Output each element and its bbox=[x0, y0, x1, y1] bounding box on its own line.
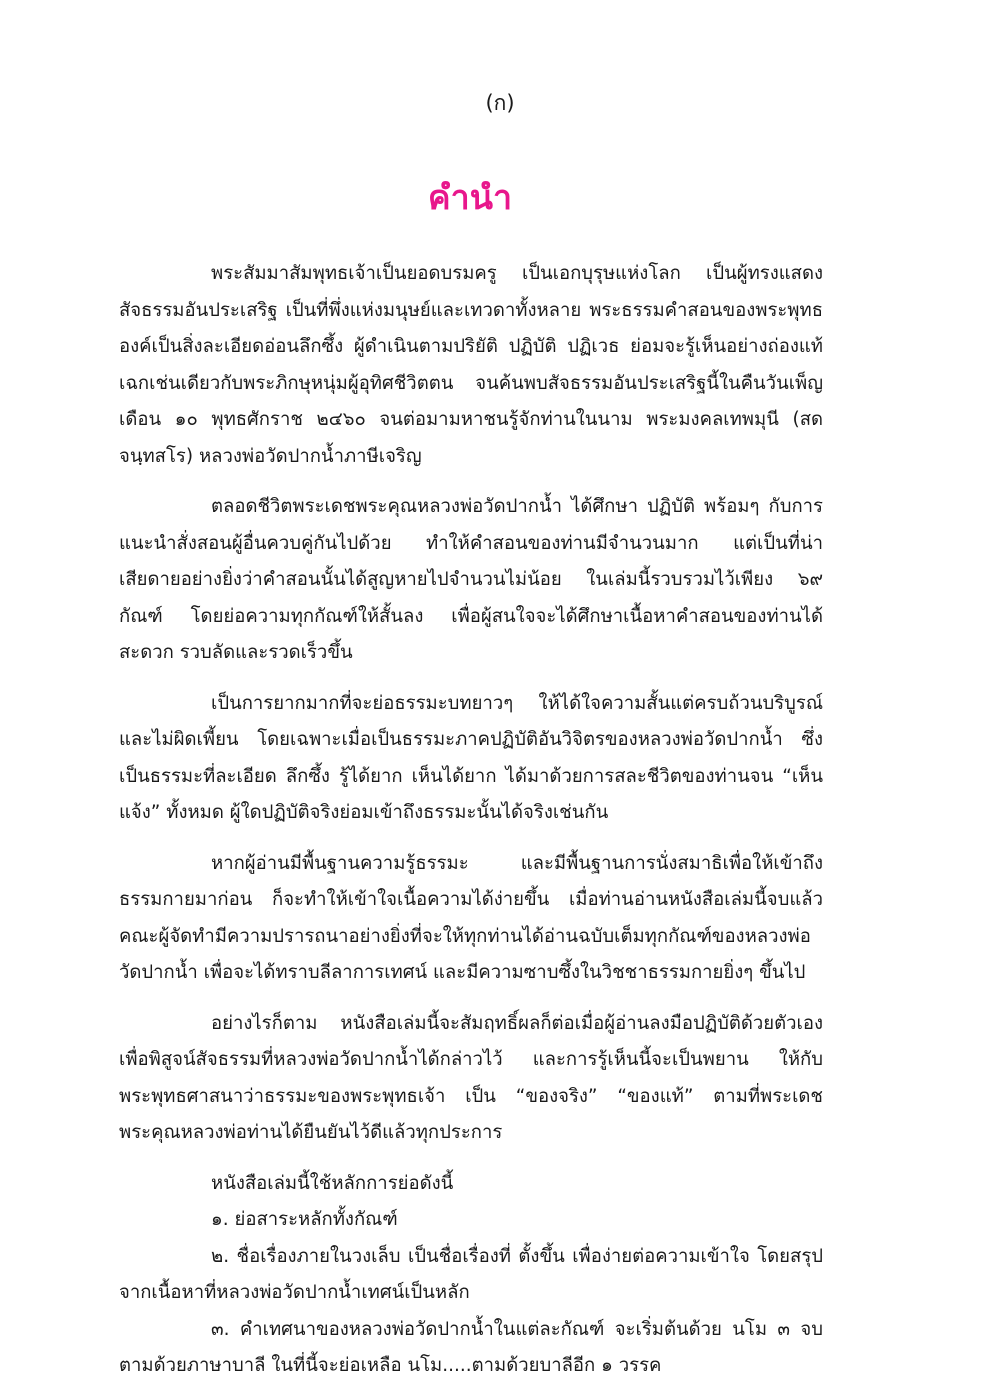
paragraph-1: พระสัมมาสัมพุทธเจ้าเป็นยอดบรมครู เป็นเอกบุรุษแห่งโลก เป็นผู้ทรงแสดงสัจธรรมอันประเสริฐ เป็นที่พึ่งแห่งมนุษย์และเทวดาทั้งหลาย พระธรรมคำสอนของพระพุทธองค์เป็นสิ่งละเอียดอ่อนลึกซึ้ง ผู้ดำเนินตามปริยัติ ปฏิบัติ ปฏิเวธ ย่อมจะรู้เห็นอย่างถ่องแท้ เฉกเช่นเดียวกับพระภิกษุหนุ่มผู้อุทิศชีวิตตน จนค้นพบสัจธรรมอันประเสริฐนี้ในคืนวันเพ็ญเดือน ๑๐ พุทธศักราช ๒๔๖๐ จนต่อมามหาชนรู้จักท่านในนาม พระมงคลเทพมุนี (สด จนฺทสโร) หลวงพ่อวัดปากน้ำภาษีเจริญ bbox=[119, 263, 823, 467]
paragraph-5: อย่างไรก็ตาม หนังสือเล่มนี้จะสัมฤทธิ์ผลก็ต่อเมื่อผู้อ่านลงมือปฏิบัติด้วยตัวเอง เพื่อพิสูจน์สัจธรรมที่หลวงพ่อวัดปากน้ำได้กล่าวไว้ และการรู้เห็นนี้จะเป็นพยาน ให้กับพระพุทธศาสนาว่าธรรมะของพระพุทธเจ้า เป็น “ของจริง” “ของแท้” ตามที่พระเดชพระคุณหลวงพ่อท่านได้ยืนยันไว้ดีแล้วทุกประการ bbox=[119, 1012, 823, 1143]
page-number: (ก) bbox=[485, 91, 515, 115]
paragraph-2: ตลอดชีวิตพระเดชพระคุณหลวงพ่อวัดปากน้ำ ได้ศึกษา ปฏิบัติ พร้อมๆ กับการแนะนำสั่งสอนผู้อื่นควบคู่กันไปด้วย ทำให้คำสอนของท่านมีจำนวนมาก แต่เป็นที่น่าเสียดายอย่างยิ่งว่าคำสอนนั้นได้สูญหายไปจำนวนไม่น้อย ในเล่มนี้รวบรวมไว้เพียง ๖๙ กัณฑ์ โดยย่อความทุกกัณฑ์ให้สั้นลง เพื่อผู้สนใจจะได้ศึกษาเนื้อหาคำสอนของท่านได้สะดวก รวบลัดและรวดเร็วขึ้น bbox=[119, 496, 823, 663]
paragraph-4: หากผู้อ่านมีพื้นฐานความรู้ธรรมะ และมีพื้นฐานการนั่งสมาธิเพื่อให้เข้าถึงธรรมกายมาก่อน ก็จะทำให้เข้าใจเนื้อความได้ง่ายขึ้น เมื่อท่านอ่านหนังสือเล่มนี้จบแล้ว คณะผู้จัดทำมีความปรารถนาอย่างยิ่งที่จะให้ทุกท่านได้อ่านฉบับเต็มทุกกัณฑ์ของหลวงพ่อวัดปากน้ำ เพื่อจะได้ทราบลีลาการเทศน์ และมีความซาบซึ้งในวิชชาธรรมกายยิ่งๆ ขึ้นไป bbox=[119, 852, 823, 983]
page-title: คำนำ bbox=[427, 178, 513, 218]
paragraph-3: เป็นการยากมากที่จะย่อธรรมะบทยาวๆ ให้ได้ใจความสั้นแต่ครบถ้วนบริบูรณ์ และไม่ผิดเพี้ยน โดยเฉพาะเมื่อเป็นธรรมะภาคปฏิบัติอันวิจิตรของหลวงพ่อวัดปากน้ำ ซึ่งเป็นธรรมะที่ละเอียด ลึกซึ้ง รู้ได้ยาก เห็นได้ยาก ได้มาด้วยการสละชีวิตของท่านจน “เห็นแจ้ง” ทั้งหมด ผู้ใดปฏิบัติจริงย่อมเข้าถึงธรรมะนั้นได้จริงเช่นกัน bbox=[119, 692, 823, 823]
list-intro: หนังสือเล่มนี้ใช้หลักการย่อดังนี้ bbox=[211, 1172, 454, 1194]
abridgement-principles bbox=[119, 1166, 823, 1385]
list-item: ๓. คำเทศนาของหลวงพ่อวัดปากน้ำในแต่ละกัณฑ์ จะเริ่มต้นด้วย นโม ๓ จบ ตามด้วยภาษาบาลี ในที่นี้จะย่อเหลือ นโม.....ตามด้วยบาลีอีก ๑ วรรค bbox=[119, 1318, 823, 1376]
list-item: ๒. ชื่อเรื่องภายในวงเล็บ เป็นชื่อเรื่องที่ ตั้งขึ้น เพื่อง่ายต่อความเข้าใจ โดยสรุปจากเนื้อหาที่หลวงพ่อวัดปากน้ำเทศน์เป็นหลัก bbox=[119, 1245, 823, 1303]
list-item: ๑. ย่อสาระหลักทั้งกัณฑ์ bbox=[211, 1209, 398, 1230]
preface-body bbox=[119, 256, 823, 1385]
